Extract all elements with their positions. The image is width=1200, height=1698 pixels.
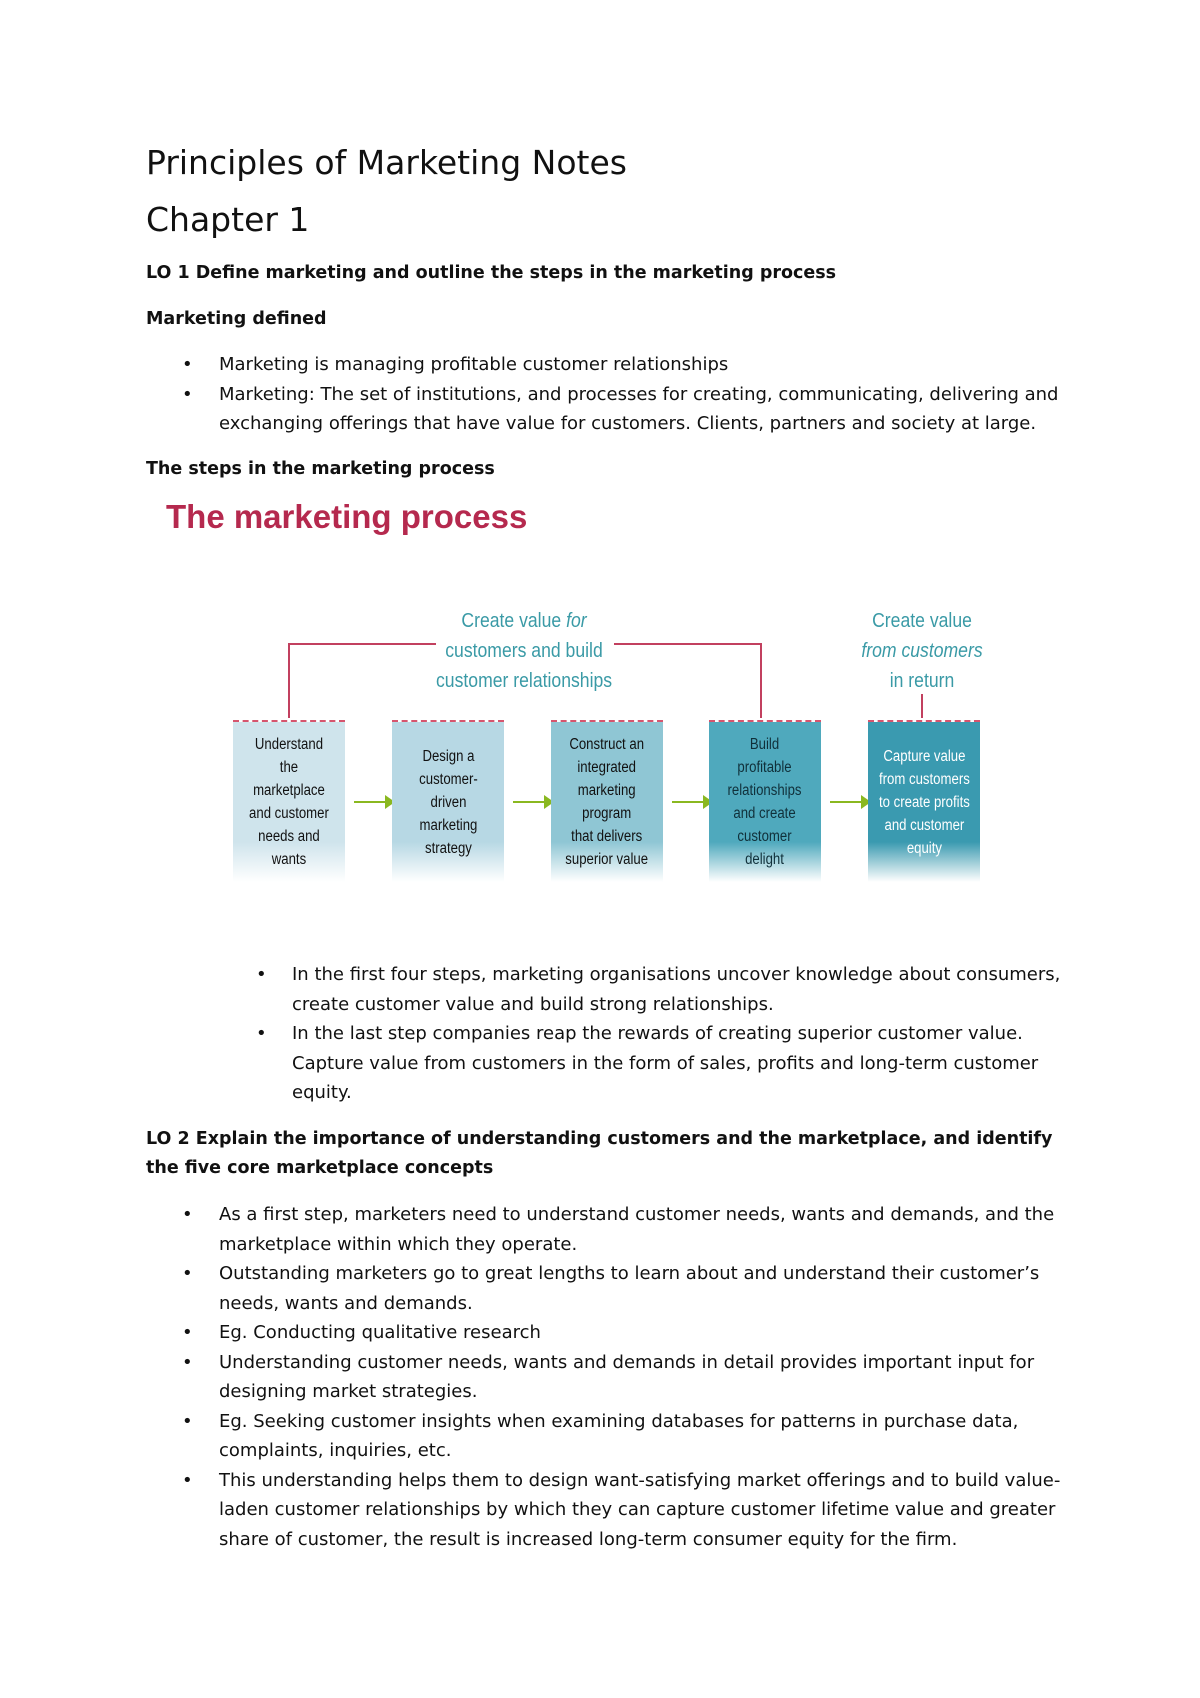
label-line: from customers — [861, 640, 983, 662]
document-title: Principles of Marketing Notes — [146, 143, 627, 182]
step-label: Capture value from customers to create profits and customer equity — [878, 747, 970, 857]
bracket-line — [288, 643, 290, 718]
arrow-icon — [672, 801, 710, 803]
lo2-list — [146, 1200, 1066, 1554]
label-line: customers and build — [445, 640, 603, 662]
list-item: • In the last step companies reap the rewards of creating superior customer value. Capture value from customers in the form of sales, profits and long-term customer equity. — [292, 1019, 1072, 1108]
lo1-heading: LO 1 Define marketing and outline the steps in the marketing process — [146, 263, 837, 283]
arrow-icon — [354, 801, 392, 803]
create-value-from-label — [852, 606, 993, 696]
label-line: Create value — [461, 610, 567, 632]
label-line: Create value — [872, 610, 972, 632]
list-item: • Marketing is managing profitable customer relationships — [146, 350, 1066, 380]
label-line: customer relationships — [436, 670, 613, 692]
step-label: Build profitable relationships and create customer delight — [728, 736, 802, 868]
process-step-5 — [868, 720, 980, 882]
steps-heading: The steps in the marketing process — [146, 459, 495, 479]
list-item: • Eg. Seeking customer insights when examining databases for patterns in purchase data, complaints, inquiries, etc. — [146, 1407, 1066, 1466]
step-label: Construct an integrated marketing program that delivers superior value — [565, 736, 649, 868]
bracket-line — [614, 643, 762, 645]
marketing-process-diagram — [146, 498, 996, 898]
process-list — [292, 960, 1072, 1108]
arrow-icon — [830, 801, 868, 803]
list-item: • In the first four steps, marketing organisations uncover knowledge about consumers, create customer value and build strong relationships. — [292, 960, 1072, 1019]
arrow-icon — [513, 801, 551, 803]
label-line: in return — [889, 670, 955, 692]
bracket-line — [921, 694, 923, 718]
label-emphasis: for — [566, 610, 587, 632]
list-item: • Eg. Conducting qualitative research — [146, 1318, 1066, 1348]
create-value-for-label — [436, 606, 612, 696]
process-step-4 — [709, 720, 821, 882]
list-item: • Outstanding marketers go to great lengths to learn about and understand their customer’s needs, wants and demands. — [146, 1259, 1066, 1318]
list-item: • Marketing: The set of institutions, and processes for creating, communicating, delivering and exchanging offerings that have value for customers. Clients, partners and society at large. — [146, 380, 1066, 439]
step-label: Understand the marketplace and customer needs and wants — [249, 736, 329, 868]
lo2-heading: LO 2 Explain the importance of understanding customers and the marketplace, and identify the five core marketplace concepts — [146, 1129, 1053, 1178]
chapter-heading: Chapter 1 — [146, 200, 310, 239]
list-item: • This understanding helps them to design want-satisfying market offerings and to build value-laden customer relationships by which they can capture customer lifetime value and greater share of customer, the result is increased long-term consumer equity for the firm. — [146, 1466, 1066, 1555]
step-label: Design a customer- driven marketing strategy — [418, 747, 478, 857]
process-step-2 — [392, 720, 504, 882]
definition-list — [146, 350, 1066, 439]
process-step-3 — [551, 720, 663, 882]
bracket-line — [288, 643, 436, 645]
list-item: • Understanding customer needs, wants and demands in detail provides important input for designing market strategies. — [146, 1348, 1066, 1407]
list-item: • As a first step, marketers need to understand customer needs, wants and demands, and the marketplace within which they operate. — [146, 1200, 1066, 1259]
diagram-title: The marketing process — [166, 498, 528, 535]
marketing-defined-heading: Marketing defined — [146, 309, 327, 329]
bracket-line — [760, 643, 762, 718]
process-step-1 — [233, 720, 345, 882]
